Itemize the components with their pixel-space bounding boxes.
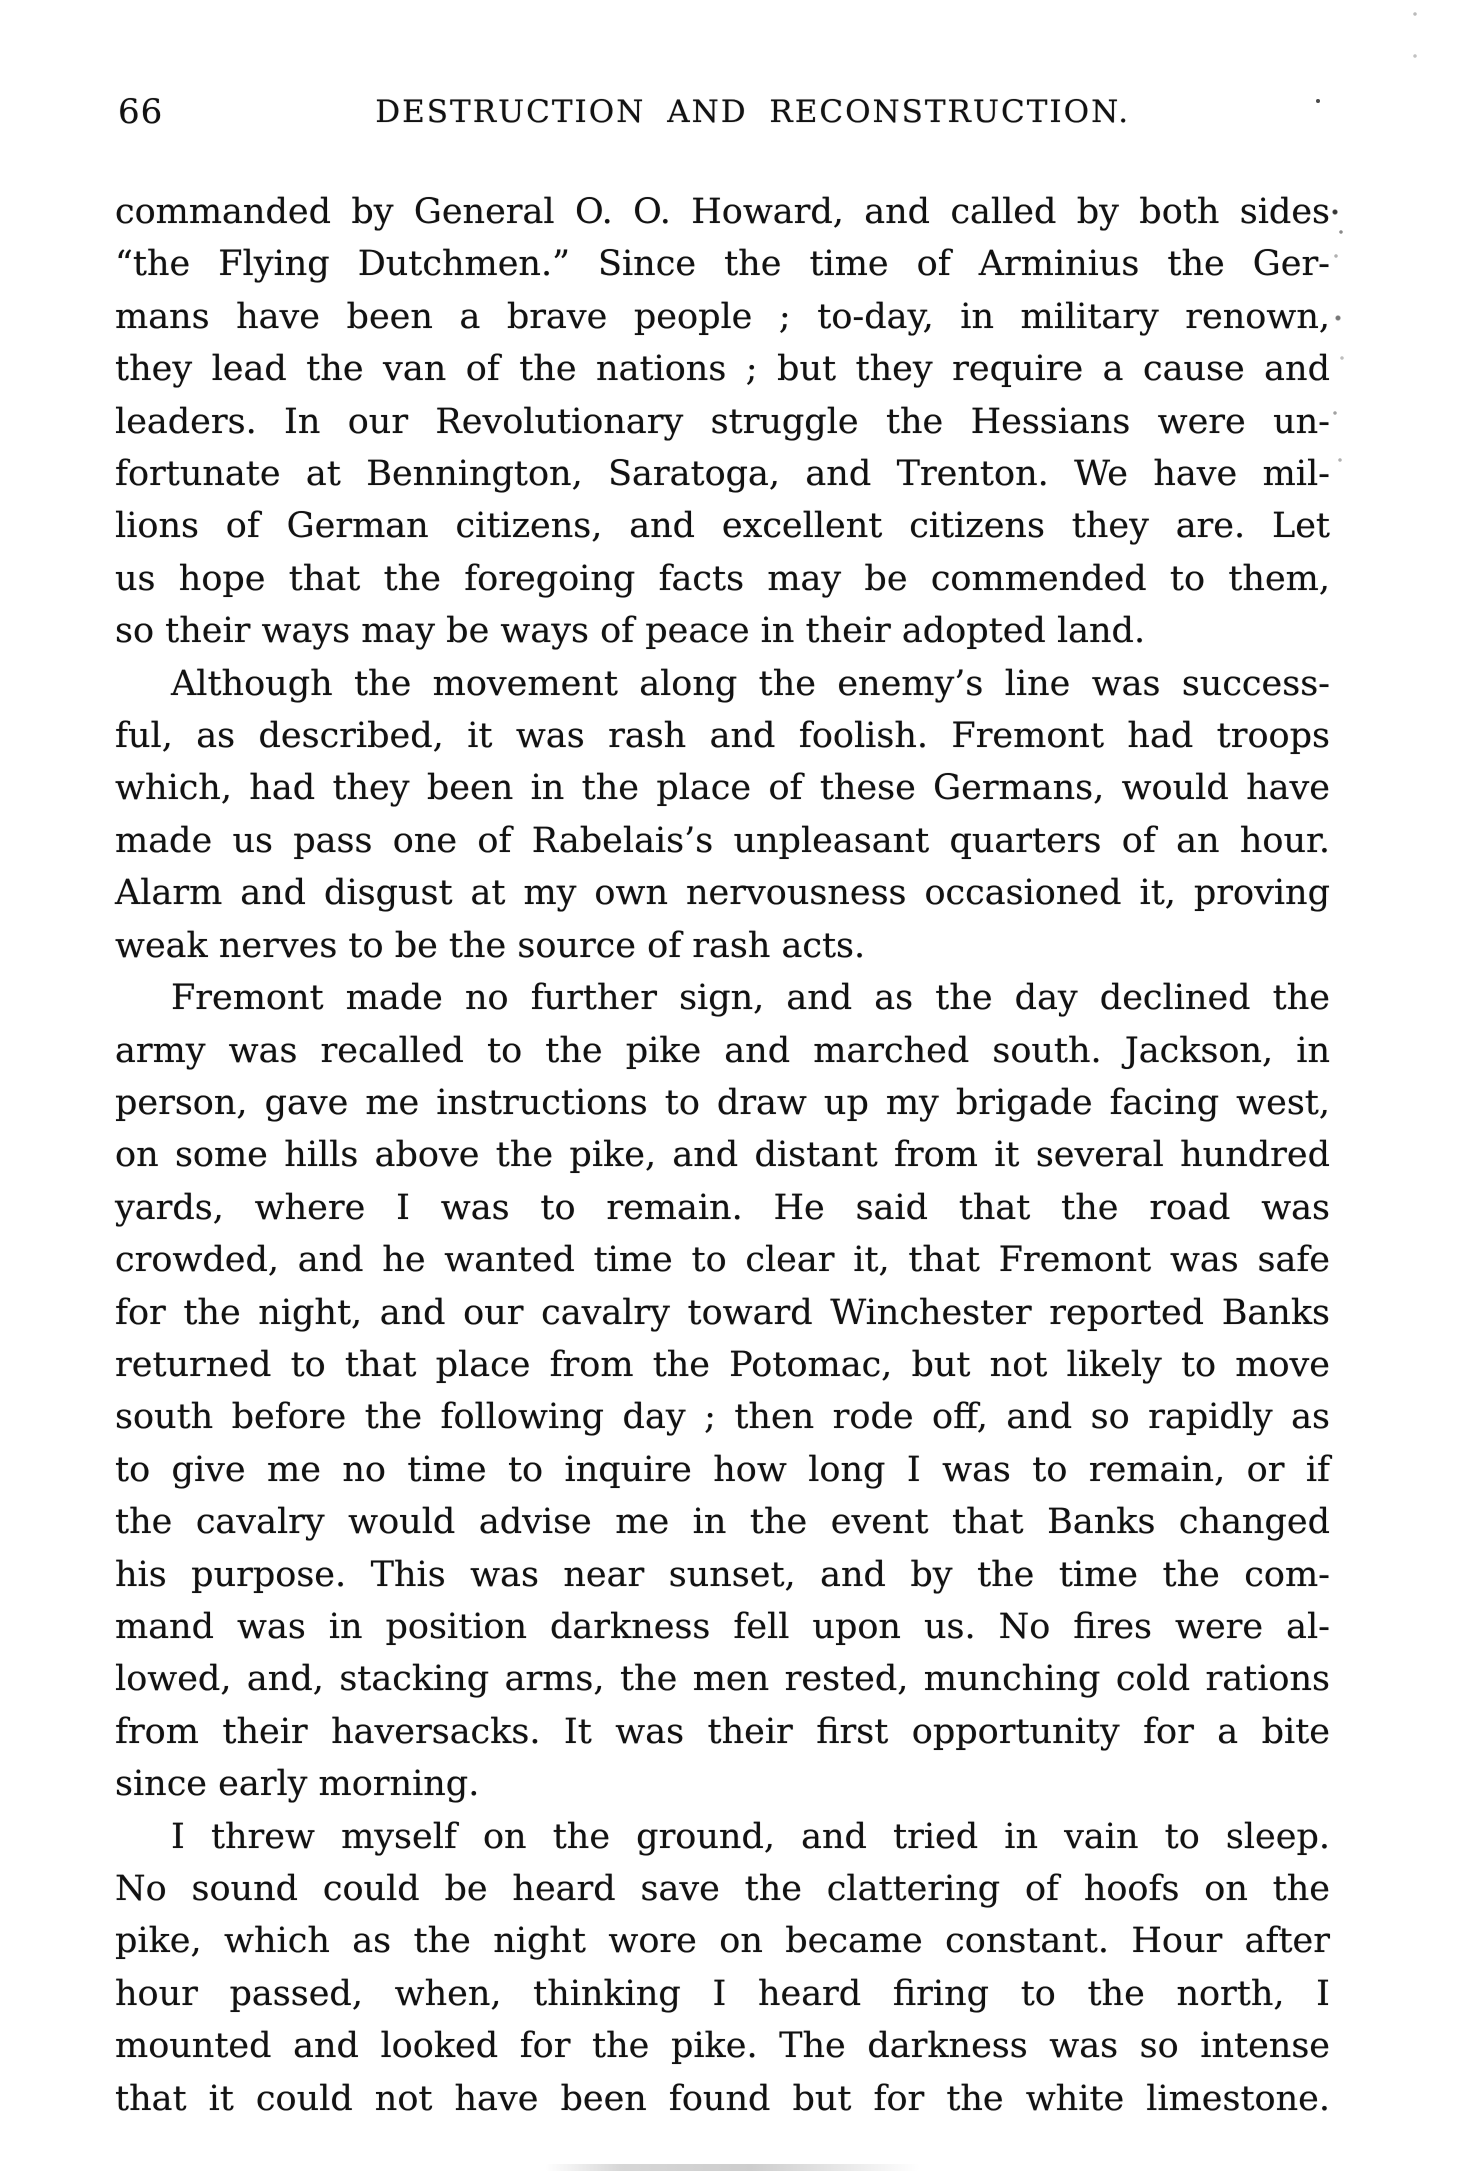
text-block <box>115 186 1330 2125</box>
text-line: Fremont made no further sign, and as the day declined the <box>171 978 1330 1019</box>
text-line: army was recalled to the pike and marched south. Jackson, in <box>115 1030 1330 1071</box>
text-line: commanded by General O. O. Howard, and called by both sides <box>115 192 1330 232</box>
text-line: leaders. In our Revolutionary struggle the Hessians were un- <box>115 401 1330 442</box>
text-line: lowed, and, stacking arms, the men rested, munching cold rations <box>115 1659 1330 1700</box>
text-line: to give me no time to inquire how long I was to remain, or if <box>115 1449 1330 1490</box>
running-header <box>115 92 1330 138</box>
text-line: they lead the van of the nations ; but they require a cause and <box>115 349 1330 390</box>
paragraph <box>115 1811 1330 2125</box>
text-line: person, gave me instructions to draw up my brigade facing west, <box>115 1082 1330 1123</box>
paragraph <box>115 658 1330 972</box>
text-line: mans have been a brave people ; to-day, in military renown, <box>115 296 1330 337</box>
text-line: since early morning. <box>115 1764 480 1805</box>
text-line: returned to that place from the Potomac, but not likely to move <box>115 1344 1330 1385</box>
text-line: I threw myself on the ground, and tried in vain to sleep. <box>171 1816 1330 1857</box>
text-line: Although the movement along the enemy’s line was success- <box>171 663 1330 704</box>
text-line: the cavalry would advise me in the event that Banks changed <box>115 1502 1330 1543</box>
text-line: hour passed, when, thinking I heard firing to the north, I <box>115 1973 1330 2014</box>
text-line: “the Flying Dutchmen.” Since the time of Arminius the Ger- <box>115 244 1330 285</box>
text-line: for the night, and our cavalry toward Winchester reported Banks <box>115 1292 1330 1333</box>
scan-bottom-smudge <box>545 2164 920 2171</box>
paragraph <box>115 186 1330 658</box>
running-title: DESTRUCTION AND RECONSTRUCTION. <box>375 94 1131 130</box>
page-number: 66 <box>118 92 164 132</box>
scan-speck-icon <box>1412 8 1418 64</box>
text-line: from their haversacks. It was their first opportunity for a bite <box>115 1711 1330 1752</box>
text-line: made us pass one of Rabelais’s unpleasant quarters of an hour. <box>115 820 1330 861</box>
text-line: Alarm and disgust at my own nervousness occasioned it, proving <box>115 873 1330 914</box>
text-line: weak nerves to be the source of rash acts. <box>115 925 866 966</box>
text-line: on some hills above the pike, and distant from it several hundred <box>115 1135 1330 1176</box>
text-line: yards, where I was to remain. He said that the road was <box>115 1187 1330 1228</box>
text-line: so their ways may be ways of peace in their adopted land. <box>115 611 1146 652</box>
scan-edge-noise <box>1331 198 1347 498</box>
paragraph <box>115 972 1330 1811</box>
text-line: ful, as described, it was rash and foolish. Fremont had troops <box>115 716 1330 757</box>
text-line: No sound could be heard save the clattering of hoofs on the <box>115 1869 1330 1909</box>
text-line: mand was in position darkness fell upon us. No fires were al- <box>115 1606 1330 1647</box>
text-line: that it could not have been found but for the white limestone. <box>115 2078 1330 2119</box>
text-line: us hope that the foregoing facts may be commended to them, <box>115 558 1330 599</box>
text-line: south before the following day ; then rode off, and so rapidly as <box>115 1397 1330 1438</box>
text-line: fortunate at Bennington, Saratoga, and Trenton. We have mil- <box>115 454 1330 495</box>
text-line: mounted and looked for the pike. The darkness was so intense <box>115 2026 1330 2067</box>
text-line: pike, which as the night wore on became constant. Hour after <box>115 1921 1330 1962</box>
text-line: lions of German citizens, and excellent citizens they are. Let <box>115 506 1330 547</box>
text-line: his purpose. This was near sunset, and by the time the com- <box>115 1554 1330 1595</box>
text-line: crowded, and he wanted time to clear it, that Fremont was safe <box>115 1240 1330 1281</box>
text-line: which, had they been in the place of these Germans, would have <box>115 768 1330 809</box>
